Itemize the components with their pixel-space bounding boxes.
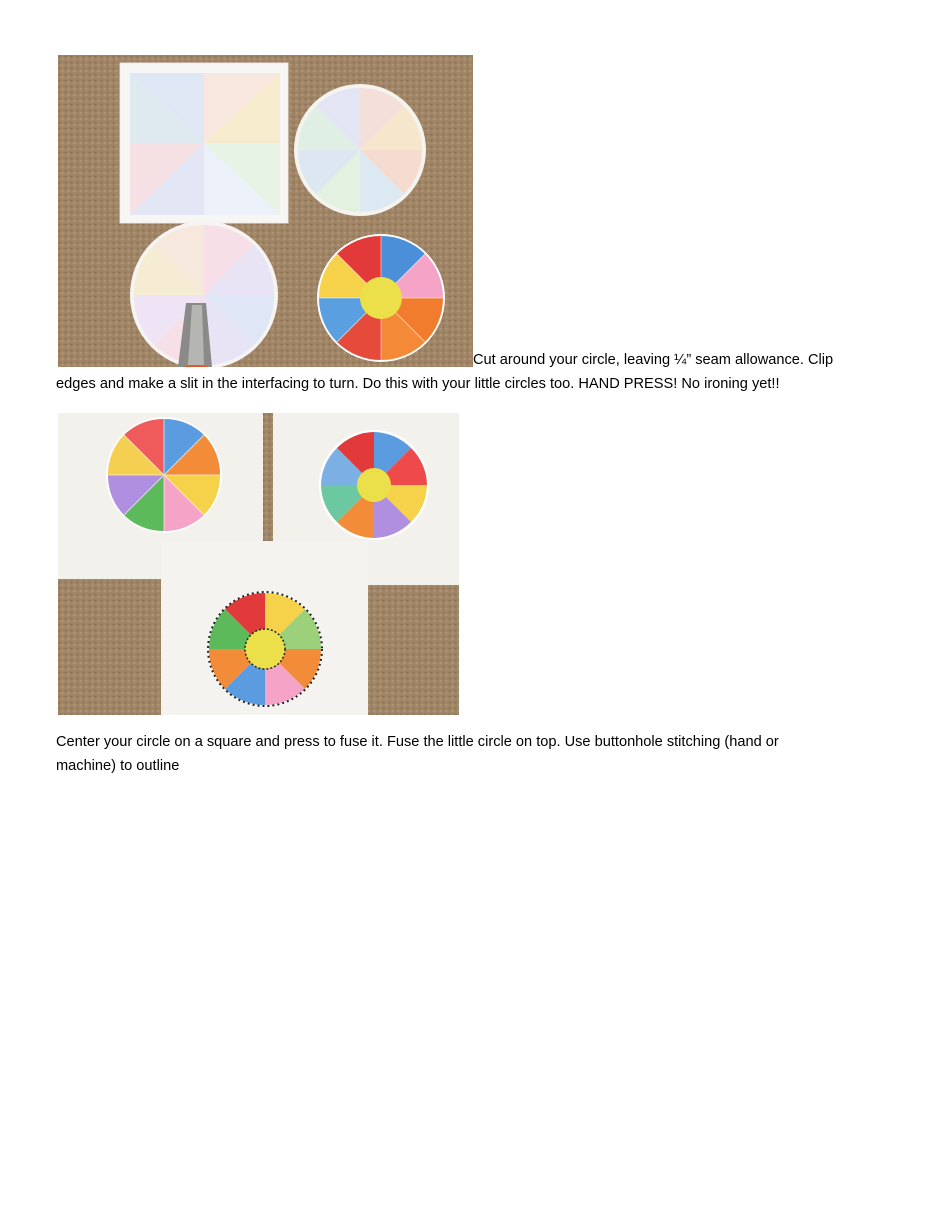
colorful-circle bbox=[317, 234, 445, 362]
instruction-text-2-cont: machine) to outline bbox=[56, 758, 180, 774]
instruction-text-2: Center your circle on a square and press to fuse it. Fuse the little circle on top. Use buttonhole stitching (hand or bbox=[56, 734, 779, 750]
instruction-text-1: Cut around your circle, leaving ¼” seam allowance. Clip bbox=[473, 352, 834, 368]
instruction-text-1-cont: edges and make a slit in the interfacing to turn. Do this with your little circles too. HAND PRESS! No ironing yet!! bbox=[56, 376, 780, 392]
quilt-blocks-photo bbox=[58, 413, 459, 715]
pale-circle bbox=[294, 84, 426, 216]
quilt-circles-photo bbox=[58, 55, 473, 367]
pale-circle-cutting bbox=[130, 221, 278, 367]
stitched-circle bbox=[207, 591, 323, 707]
circle-on-square-left bbox=[106, 417, 222, 533]
square-block bbox=[120, 63, 288, 223]
circle-on-square-right bbox=[319, 430, 429, 540]
